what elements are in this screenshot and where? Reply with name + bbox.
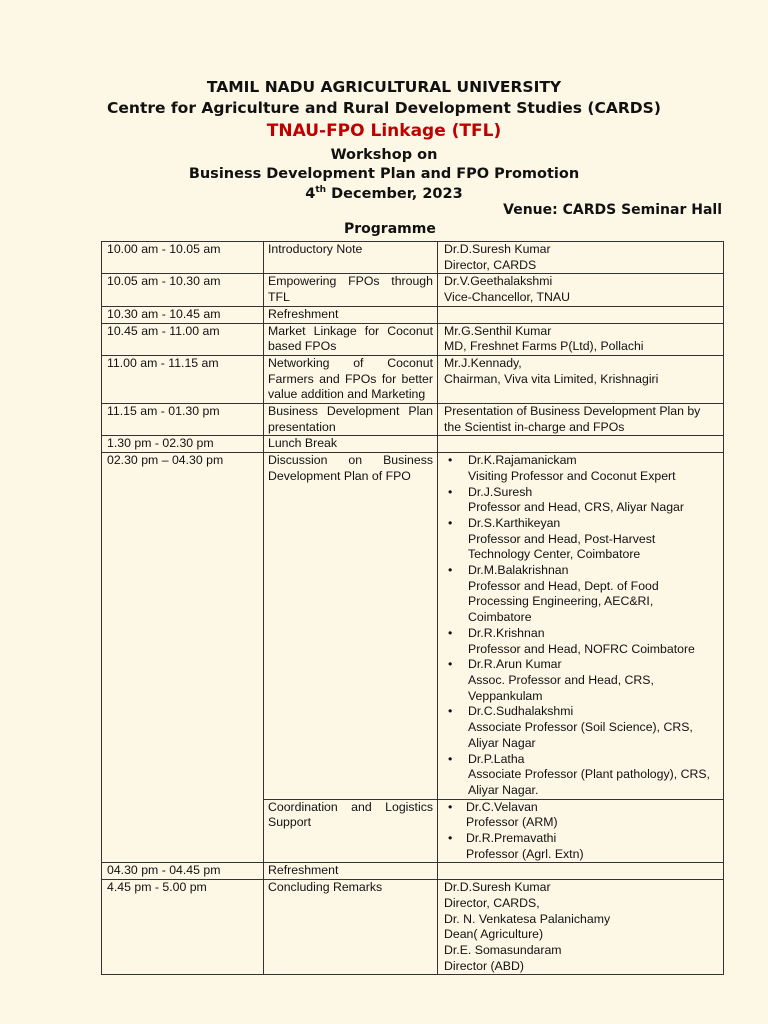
- university-name: TAMIL NADU AGRICULTURAL UNIVERSITY: [206, 78, 562, 96]
- speaker-line: Dr. N. Venkatesa Palanichamy: [444, 911, 611, 926]
- time-cell: 11.15 am - 01.30 pm: [102, 404, 264, 436]
- panelist-name: • Dr.K.Rajamanickam: [468, 453, 577, 468]
- session-cell: Coordination and Logistics Support: [264, 799, 438, 863]
- table-row: [102, 436, 724, 453]
- panelist-name: • Dr.R.Arun Kumar: [468, 657, 562, 672]
- panelist-role: Processing Engineering, AEC&RI, Coimbatore: [468, 594, 654, 625]
- programme-table: [101, 241, 724, 975]
- panelist-role: Professor and Head, CRS, Aliyar Nagar: [468, 500, 684, 515]
- table-row: [102, 404, 724, 436]
- session-cell: Networking of Coconut Farmers and FPOs for better value addition and Marketing: [264, 355, 438, 403]
- coordinator-list: [444, 800, 719, 863]
- time-cell: 10.45 am - 11.00 am: [102, 323, 264, 355]
- programme-table-body: [102, 242, 724, 975]
- panelist-role: Assoc. Professor and Head, CRS,: [468, 672, 654, 687]
- speaker-line: Dr.D.Suresh Kumar: [444, 880, 551, 895]
- programme-heading: Programme: [344, 221, 436, 237]
- panelist-name: • Dr.P.Latha: [468, 751, 525, 766]
- speaker-cell: [438, 436, 724, 453]
- session-cell: Market Linkage for Coconut based FPOs: [264, 323, 438, 355]
- speaker-line: Dr.E. Somasundaram: [444, 942, 562, 957]
- panelist-name: • Dr.R.Krishnan: [468, 625, 545, 640]
- speaker-line: Presentation of Business Development Plan by: [444, 404, 701, 419]
- speaker-line: Mr.J.Kennady,: [444, 355, 522, 370]
- panelist-name: • Dr.S.Karthikeyan: [468, 515, 561, 530]
- speaker-cell: [438, 404, 724, 436]
- session-cell: Business Development Plan presentation: [264, 404, 438, 436]
- speaker-line: Mr.G.Senthil Kumar: [444, 323, 552, 338]
- speaker-line: the Scientist in-charge and FPOs: [444, 419, 625, 434]
- table-row: [102, 863, 724, 880]
- table-row: [102, 274, 724, 306]
- time-cell: 1.30 pm - 02.30 pm: [102, 436, 264, 453]
- panelist-role: Professor and Head, Dept. of Food: [468, 578, 659, 593]
- panelist-item: [444, 800, 719, 831]
- speaker-cell: [438, 799, 724, 863]
- speaker-line: MD, Freshnet Farms P(Ltd), Pollachi: [444, 339, 644, 354]
- panelist-role: Associate Professor (Soil Science), CRS,: [468, 720, 693, 735]
- speaker-line: Chairman, Viva vita Limited, Krishnagiri: [444, 371, 659, 386]
- panelist-item: [444, 563, 719, 626]
- panelist-role: Professor and Head, Post-Harvest: [468, 531, 656, 546]
- table-row: [102, 306, 724, 323]
- session-cell: Lunch Break: [264, 436, 438, 453]
- session-cell: Discussion on Business Development Plan of FPO: [264, 453, 438, 799]
- table-row: [102, 355, 724, 403]
- workshop-label: Workshop on: [330, 147, 438, 163]
- speaker-cell: [438, 880, 724, 975]
- table-row: [102, 880, 724, 975]
- panelist-item: [444, 704, 719, 751]
- panelist-item: [444, 453, 719, 484]
- panelist-item: [444, 516, 719, 563]
- speaker-cell: [438, 242, 724, 274]
- panelist-role: Visiting Professor and Coconut Expert: [468, 468, 676, 483]
- session-cell: Refreshment: [264, 863, 438, 880]
- time-cell: 10.05 am - 10.30 am: [102, 274, 264, 306]
- venue: Venue: CARDS Seminar Hall: [503, 202, 722, 218]
- session-cell: Refreshment: [264, 306, 438, 323]
- panelist-name: • Dr.J.Suresh: [468, 484, 533, 499]
- time-cell: 04.30 pm - 04.45 pm: [102, 863, 264, 880]
- date-suffix: th: [315, 185, 327, 195]
- time-cell: 10.00 am - 10.05 am: [102, 242, 264, 274]
- speaker-cell: [438, 323, 724, 355]
- panelist-name: • Dr.C.Sudhalakshmi: [468, 704, 574, 719]
- speaker-cell: [438, 453, 724, 799]
- speaker-cell: [438, 355, 724, 403]
- date-rest: December, 2023: [326, 185, 463, 202]
- panelist-role: Aliyar Nagar: [468, 735, 536, 750]
- table-row-discussion: [102, 453, 724, 799]
- centre-name: Centre for Agriculture and Rural Development Studies (CARDS): [107, 99, 661, 117]
- panelist-role: Professor (Agrl. Extn): [466, 846, 584, 861]
- session-cell: Introductory Note: [264, 242, 438, 274]
- panelist-name: • Dr.C.Velavan: [466, 799, 538, 814]
- speaker-line: Dr.V.Geethalakshmi: [444, 274, 553, 289]
- panelist-item: [444, 626, 719, 657]
- date-day: 4: [305, 185, 316, 202]
- time-cell: 11.00 am - 11.15 am: [102, 355, 264, 403]
- linkage-title: TNAU-FPO Linkage (TFL): [266, 121, 502, 141]
- table-row: [102, 242, 724, 274]
- panelist-role: Veppankulam: [468, 688, 543, 703]
- panelist-name: • Dr.R.Premavathi: [466, 831, 557, 846]
- panel-list: [444, 453, 719, 798]
- speaker-cell: [438, 274, 724, 306]
- panelist-role: Technology Center, Coimbatore: [468, 547, 641, 562]
- panelist-role: Aliyar Nagar.: [468, 782, 539, 797]
- session-cell: Empowering FPOs through TFL: [264, 274, 438, 306]
- speaker-cell: [438, 863, 724, 880]
- panelist-item: [444, 831, 719, 862]
- speaker-line: Vice-Chancellor, TNAU: [444, 290, 570, 305]
- time-cell: 4.45 pm - 5.00 pm: [102, 880, 264, 975]
- panelist-item: [444, 752, 719, 799]
- time-cell: 02.30 pm – 04.30 pm: [102, 453, 264, 863]
- session-cell: Concluding Remarks: [264, 880, 438, 975]
- panelist-role: Associate Professor (Plant pathology), CRS,: [468, 767, 710, 782]
- panelist-role: Professor (ARM): [466, 815, 558, 830]
- panelist-item: [444, 657, 719, 704]
- speaker-line: Dean( Agriculture): [444, 927, 544, 942]
- time-cell: 10.30 am - 10.45 am: [102, 306, 264, 323]
- speaker-line: Director (ABD): [444, 958, 524, 973]
- speaker-line: Director, CARDS,: [444, 895, 540, 910]
- panelist-name: • Dr.M.Balakrishnan: [468, 563, 569, 578]
- speaker-line: Dr.D.Suresh Kumar: [444, 242, 551, 256]
- panelist-item: [444, 485, 719, 516]
- workshop-date: [0, 185, 768, 202]
- table-row: [102, 323, 724, 355]
- panelist-role: Professor and Head, NOFRC Coimbatore: [468, 641, 695, 656]
- speaker-cell: [438, 306, 724, 323]
- speaker-line: Director, CARDS: [444, 257, 537, 272]
- workshop-title: Business Development Plan and FPO Promotion: [188, 166, 580, 182]
